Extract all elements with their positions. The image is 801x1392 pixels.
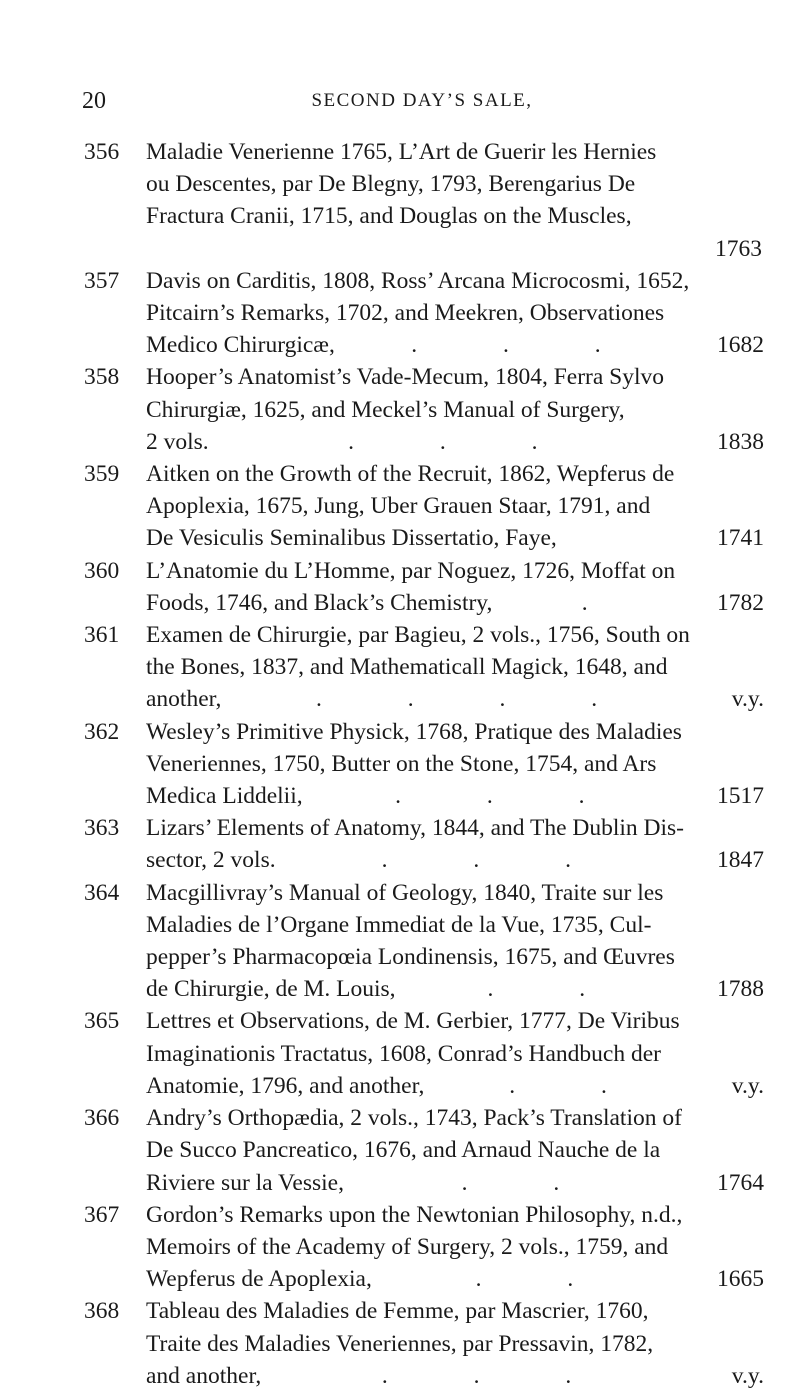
- leader-dots: . . . .: [316, 686, 638, 713]
- catalogue-entry: [84, 877, 764, 1006]
- entry-year: v.y.: [731, 1362, 764, 1389]
- lot-number: 366: [84, 1105, 120, 1132]
- lot-number: 362: [84, 718, 120, 745]
- entry-line: De Succo Pancreatico, 1676, and Arnaud Nauche de la: [146, 1137, 661, 1164]
- entry-line: Maladie Venerienne 1765, L’Art de Guerir les Hernies: [146, 139, 657, 165]
- catalogue-entry: [84, 555, 764, 619]
- entry-last-line: [84, 329, 764, 361]
- entry-line: De Vesiculis Seminalibus Dissertatio, Faye,: [146, 525, 557, 552]
- entry-line: Memoirs of the Academy of Surgery, 2 vols., 1759, and: [146, 1233, 669, 1260]
- entry-year: 1788: [717, 976, 764, 1003]
- entry-line: ou Descentes, par De Blegny, 1793, Berengarius De: [146, 171, 636, 198]
- entry-line: Lettres et Observations, de M. Gerbier, 1777, De Viribus: [146, 1008, 680, 1035]
- entry-year: 1838: [717, 428, 764, 455]
- entry-last-line: [84, 1360, 764, 1392]
- leader-dots: . . .: [395, 783, 625, 810]
- catalogue-entry: [84, 265, 764, 362]
- leader-dots: . . .: [411, 332, 641, 359]
- entry-line: Macgillivray’s Manual of Geology, 1840, Traite sur les: [146, 879, 664, 906]
- entry-line: Examen de Chirurgie, par Bagieu, 2 vols., 1756, South on: [146, 622, 690, 649]
- entry-line: Medica Liddelii,: [146, 783, 303, 810]
- lot-number: 356: [84, 139, 120, 165]
- entry-line: Wepferus de Apoplexia,: [146, 1266, 372, 1293]
- leader-dots: . .: [509, 1072, 647, 1099]
- lot-number: 360: [84, 557, 120, 584]
- entry-line: Medico Chirurgicæ,: [146, 332, 335, 359]
- entry-line: Gordon’s Remarks upon the Newtonian Philosophy, n.d.,: [146, 1201, 683, 1228]
- leader-dots: . .: [487, 976, 626, 1003]
- entry-last-line: [84, 780, 764, 812]
- catalogue-entry: [84, 1005, 764, 1102]
- lot-number: 359: [84, 461, 120, 488]
- entry-year: 1764: [717, 1169, 764, 1196]
- catalogue-entry: [84, 619, 764, 716]
- entry-line: Foods, 1746, and Black’s Chemistry,: [146, 589, 493, 616]
- entry-line: Lizars’ Elements of Anatomy, 1844, and The Dublin Dis-: [146, 815, 684, 842]
- leader-dots: . .: [475, 1266, 614, 1293]
- entry-line: pepper’s Pharmacopœia Londinensis, 1675, and Œuvres: [146, 944, 675, 971]
- catalogue-entry: [84, 136, 764, 265]
- entry-year: 1741: [717, 525, 764, 552]
- lot-number: 365: [84, 1008, 120, 1035]
- entry-line: Aitken on the Growth of the Recruit, 1862, Wepferus de: [146, 461, 675, 488]
- entry-year: 1517: [717, 783, 764, 810]
- entry-line: Imaginationis Tractatus, 1608, Conrad’s Handbuch der: [146, 1040, 661, 1067]
- page-number: 20: [82, 88, 106, 114]
- lot-number: 358: [84, 364, 120, 391]
- catalogue-entry: [84, 1295, 764, 1392]
- catalogue-entry: [84, 458, 764, 555]
- entry-last-line: [84, 683, 764, 715]
- entry-line: and another,: [146, 1362, 262, 1389]
- catalogue-entry: [84, 1102, 764, 1199]
- entry-last-line: [84, 1263, 764, 1295]
- entry-year: 1665: [717, 1266, 764, 1293]
- entry-line: Maladies de l’Organe Immediat de la Vue, 1735, Cul-: [146, 911, 652, 938]
- entry-year: 1847: [717, 847, 764, 874]
- catalogue-entry: [84, 716, 764, 813]
- entry-year: v.y.: [731, 686, 764, 713]
- catalogue-entry: [84, 361, 764, 458]
- leader-dots: . . .: [381, 1362, 612, 1389]
- entry-last-line: [84, 844, 764, 876]
- entry-line: L’Anatomie du L’Homme, par Noguez, 1726, Moffat on: [146, 557, 676, 584]
- lot-number: 364: [84, 879, 120, 906]
- entry-line: Apoplexia, 1675, Jung, Uber Grauen Staar, 1791, and: [146, 493, 651, 520]
- lot-number: 368: [84, 1298, 120, 1325]
- entry-line: Traite des Maladies Veneriennes, par Pressavin, 1782,: [146, 1330, 654, 1357]
- lot-number: 367: [84, 1201, 120, 1228]
- entry-line: Fractura Cranii, 1715, and Douglas on the Muscles,: [146, 203, 632, 230]
- lot-number: 363: [84, 815, 120, 842]
- entry-year: 1782: [717, 589, 764, 616]
- entry-line: Tableau des Maladies de Femme, par Mascrier, 1760,: [146, 1298, 649, 1325]
- leader-dots: . . .: [381, 847, 611, 874]
- lot-number: 357: [84, 267, 120, 294]
- entry-last-line: [84, 522, 764, 554]
- entry-line: Andry’s Orthopædia, 2 vols., 1743, Pack’s Translation of: [146, 1105, 682, 1132]
- entry-year: 1763: [715, 235, 762, 262]
- leader-dots: .: [581, 589, 628, 616]
- entry-year: 1682: [717, 332, 764, 359]
- entry-last-line: [84, 1070, 764, 1102]
- entry-line: Pitcairn’s Remarks, 1702, and Meekren, Observationes: [146, 300, 665, 327]
- entry-line: 2 vols.: [146, 428, 209, 455]
- entry-last-line: [84, 426, 764, 458]
- page-header: [82, 88, 762, 118]
- entry-last-line: [84, 973, 764, 1005]
- entry-line: de Chirurgie, de M. Louis,: [146, 976, 396, 1003]
- leader-dots: [557, 522, 717, 554]
- leader-dots: . . .: [348, 428, 578, 455]
- entry-line: Anatomie, 1796, and another,: [146, 1072, 425, 1099]
- running-title: SECOND DAY’S SALE,: [311, 90, 533, 111]
- leader-dots: . .: [461, 1169, 600, 1196]
- entry-last-line: [84, 1167, 764, 1199]
- entry-line: another,: [146, 686, 222, 713]
- lot-number: 361: [84, 622, 120, 649]
- entry-last-line: [84, 587, 764, 619]
- entry-line: the Bones, 1837, and Mathematicall Magick, 1648, and: [146, 654, 668, 681]
- entry-line: Riviere sur la Vessie,: [146, 1169, 344, 1196]
- entry-line: Wesley’s Primitive Physick, 1768, Pratique des Maladies: [146, 718, 682, 745]
- entry-line: Chirurgiæ, 1625, and Meckel’s Manual of Surgery,: [146, 396, 625, 423]
- entry-line: Hooper’s Anatomist’s Vade-Mecum, 1804, Ferra Sylvo: [146, 364, 665, 391]
- entry-year: v.y.: [731, 1072, 764, 1099]
- catalogue-entry: [84, 1199, 764, 1296]
- entry-line: sector, 2 vols.: [146, 847, 276, 874]
- entry-line: Davis on Carditis, 1808, Ross’ Arcana Microcosmi, 1652,: [146, 267, 690, 294]
- catalogue-entry: [84, 812, 764, 876]
- catalogue-entries: [84, 136, 764, 1392]
- entry-line: Veneriennes, 1750, Butter on the Stone, 1754, and Ars: [146, 750, 657, 777]
